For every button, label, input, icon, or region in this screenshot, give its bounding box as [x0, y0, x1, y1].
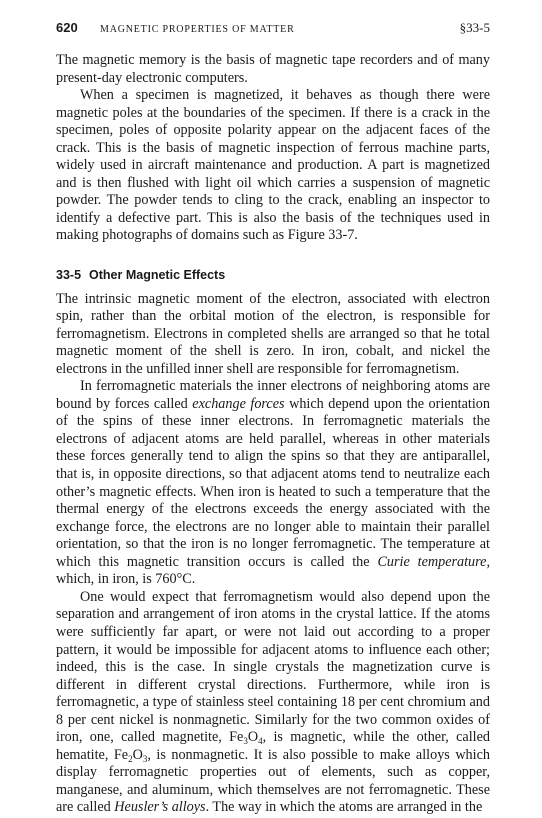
running-title: MAGNETIC PROPERTIES OF MATTER [100, 24, 295, 35]
paragraph-crystal-lattice: One would expect that ferromagnetism would also depend upon the separation and arrangement of iron atoms in the crystal lattice. If the atoms were sufficiently far apart, or were not laid out according to a proper pattern, it would be impossible for adjacent atoms to influence each other; indeed, this is the case. In single crystals the magnetization curve is different in different crystal directions. Furthermore, while iron is ferromagnetic, a type of stainless steel containing 18 per cent chromium and 8 per cent nickel is nonmagnetic. Similarly for the two common oxides of iron, one, called magnetite, $Fe_3O_4$, is magnetic, while the other, called hematite, $Fe_2O_3$, is nonmagnetic. It is also possible to make alloys which display ferromagnetic properties out of elements, such as copper, manganese, and aluminum, which themselves are not ferromagnetic. These are called Heusler’s alloys. The way in which the atoms are arranged in the [56, 588, 490, 816]
section-number: 33-5 [56, 268, 82, 283]
body-text [56, 52, 490, 817]
section-heading [56, 267, 490, 285]
section-reference: §33-5 [459, 20, 490, 35]
book-page [56, 20, 490, 817]
term-heuslers-alloys: Heusler’s alloys [114, 799, 206, 816]
running-header [56, 20, 490, 40]
term-exchange-forces: exchange forces [192, 395, 285, 412]
page-number: 620 [56, 20, 78, 35]
paragraph-exchange-forces: In ferromagnetic materials the inner electrons of neighboring atoms are bound by forces called exchange forces which depend upon the orientation of the spins of these inner electrons. In ferromagnetic materials the electrons of adjacent atoms are held parallel, whereas in other materials these forces generally tend to align the spins so that they are antiparallel, that is, in opposite directions, so that adjacent atoms tend to neutralize each other’s magnetic effects. When iron is heated to such a temperature that the thermal energy of the electrons exceeds the energy associated with the exchange force, the electrons are no longer able to maintain their parallel orientation, so that the iron is no longer ferromagnetic. The temperature at which this magnetic transition occurs is called the Curie temperature, which, in iron, is 760°C. [56, 378, 490, 588]
paragraph-magnetic-inspection: When a specimen is magnetized, it behaves as though there were magnetic poles at the boundaries of the specimen. If there is a crack in the specimen, poles of opposite polarity appear on the adjacent faces of the crack. This is the basis of magnetic inspection of ferrous machine parts, widely used in aircraft maintenance and production. A part is magnetized and is then flushed with light oil which carries a suspension of magnetic powder. The powder tends to cling to the crack, enabling an inspector to identify a defective part. This is also the basis of the techniques used in making photographs of domains such as Figure 33-7. [56, 87, 490, 244]
paragraph-magnetic-memory: The magnetic memory is the basis of magnetic tape recorders and of many present-day electronic computers. [56, 52, 490, 86]
paragraph-electron-spin: The intrinsic magnetic moment of the electron, associated with electron spin, rather than the orbital motion of the electron, is responsible for ferromagnetism. Electrons in completed shells are arranged so that he total magnetic moment of the shell is zero. In iron, cobalt, and nickel the electrons in the unfilled inner shell are responsible for ferromagnetism. [56, 290, 490, 377]
term-curie-temperature: Curie temperature [377, 553, 487, 570]
section-title: Other Magnetic Effects [89, 268, 226, 283]
